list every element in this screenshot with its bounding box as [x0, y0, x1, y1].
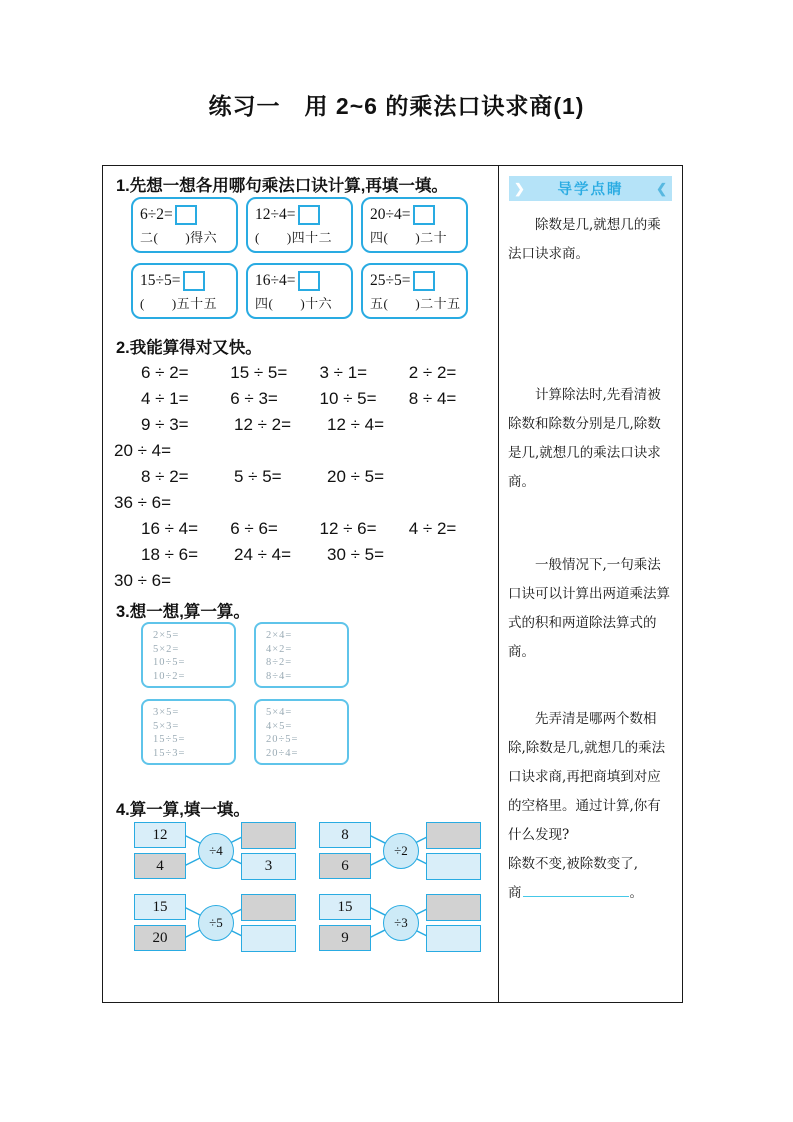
q2-row	[103, 490, 498, 516]
q2-row	[103, 542, 498, 568]
q3-box	[254, 622, 349, 688]
q3-equation: 4×2=	[266, 643, 293, 655]
q3-equation: 3×5=	[153, 707, 180, 718]
q2-equation: 6 ÷ 6=	[230, 519, 278, 538]
q1-equation-line	[140, 202, 232, 227]
divisor-circle: ÷3	[383, 905, 419, 941]
q2-row	[103, 360, 498, 386]
q4-input-box: 4	[134, 853, 186, 879]
section4-heading: 4.算一算,填一填。	[116, 801, 250, 819]
q3-equation: 15÷5=	[153, 734, 186, 745]
answer-box[interactable]	[298, 205, 320, 225]
q3-equation: 10÷2=	[153, 670, 186, 682]
chevron-left-icon: ❮	[656, 180, 667, 196]
q2-row	[103, 568, 498, 594]
q2-equation: 15 ÷ 5=	[230, 363, 288, 382]
q1-hint: 二( )得六	[140, 230, 218, 245]
section1-heading: 1.先想一想各用哪句乘法口诀计算,再填一填。	[116, 177, 448, 195]
fill-in-line	[508, 879, 673, 908]
sidebar-paragraph: 先弄清是哪两个数相除,除数是几,就想几的乘法口诀求商,再把商填到对应的空格里。通过计算,你有什么发现?	[508, 711, 666, 843]
q3-equation: 2×4=	[266, 630, 293, 641]
q1-hint: 四( )二十	[370, 230, 448, 245]
q2-equation: 2 ÷ 2=	[408, 363, 457, 382]
q3-equation: 2×5=	[153, 630, 180, 641]
q4-diagrams	[134, 822, 481, 961]
q1-equation-line	[370, 268, 462, 293]
q2-equation: 10 ÷ 5=	[319, 389, 377, 408]
q3-equation: 20÷4=	[266, 747, 299, 759]
answer-box[interactable]	[413, 271, 435, 291]
q2-equation: 18 ÷ 6=	[141, 545, 199, 564]
equation-text: 15÷5=	[140, 271, 181, 289]
q3-equation: 5×2=	[153, 643, 180, 655]
q3-equation: 10÷5=	[153, 657, 186, 668]
q4-output-box[interactable]	[241, 894, 296, 921]
q4-input-box: 20	[134, 925, 186, 951]
q1-box	[361, 197, 468, 253]
q1-equation-line	[255, 202, 347, 227]
chevron-right-icon: ❯	[514, 180, 525, 196]
page-title: 练习一 用 2~6 的乘法口诀求商(1)	[208, 93, 585, 119]
sidebar-banner-title: 导学点睛	[557, 182, 624, 198]
q3-equation: 20÷5=	[266, 734, 299, 745]
equation-text: 6÷2=	[140, 205, 173, 223]
q1-equation-line	[370, 202, 462, 227]
q4-diagram	[319, 894, 481, 952]
sidebar-paragraph: 除数不变,被除数变了,	[508, 856, 639, 872]
q4-input-box: 15	[319, 894, 371, 920]
q1-equation-line	[140, 268, 232, 293]
divisor-circle: ÷5	[198, 905, 234, 941]
q1-hint: 四( )十六	[255, 296, 333, 311]
q2-equation: 12 ÷ 4=	[327, 415, 385, 434]
q3-equation: 8÷2=	[266, 657, 293, 668]
q1-boxes	[131, 197, 468, 319]
q4-input-box: 8	[319, 822, 371, 848]
q1-box	[131, 197, 238, 253]
q4-output-box[interactable]	[426, 853, 481, 880]
q3-equation: 15÷3=	[153, 747, 186, 759]
q1-box	[246, 263, 353, 319]
q4-input-box: 9	[319, 925, 371, 951]
q4-output-box[interactable]	[426, 822, 481, 849]
q2-equation: 4 ÷ 1=	[141, 389, 189, 408]
q3-box	[254, 699, 349, 765]
q2-equation: 20 ÷ 5=	[327, 467, 385, 486]
q2-equation: 5 ÷ 5=	[234, 467, 282, 486]
q3-equation: 8÷4=	[266, 670, 293, 682]
sidebar-banner	[509, 176, 672, 201]
equation-text: 20÷4=	[370, 205, 411, 223]
q3-equation: 5×3=	[153, 720, 180, 732]
q1-equation-line	[255, 268, 347, 293]
q2-equation: 24 ÷ 4=	[234, 545, 292, 564]
q4-input-box: 6	[319, 853, 371, 879]
q4-diagram	[134, 822, 296, 880]
answer-box[interactable]	[175, 205, 197, 225]
equation-text: 12÷4=	[255, 205, 296, 223]
q3-equation: 5×4=	[266, 707, 293, 718]
q1-hint: ( )五十五	[140, 296, 218, 311]
answer-blank-line[interactable]	[523, 884, 629, 897]
q4-output-box[interactable]: 3	[241, 853, 296, 880]
sidebar	[498, 166, 682, 1002]
sidebar-paragraph: 一般情况下,一句乘法口诀可以计算出两道乘法算式的积和两道除法算式的商。	[508, 557, 670, 660]
q1-hint: 五( )二十五	[370, 296, 461, 311]
q4-output-box[interactable]	[426, 894, 481, 921]
q2-row	[103, 386, 498, 412]
q3-equation: 4×5=	[266, 720, 293, 732]
sidebar-paragraph: 除数是几,就想几的乘法口诀求商。	[508, 217, 661, 262]
q2-equation: 3 ÷ 1=	[319, 363, 368, 382]
divisor-circle: ÷4	[198, 833, 234, 869]
answer-box[interactable]	[413, 205, 435, 225]
q3-box	[141, 699, 236, 765]
sidebar-paragraphs	[508, 211, 673, 879]
q1-hint: ( )四十二	[255, 230, 333, 245]
section2-heading: 2.我能算得对又快。	[116, 339, 262, 357]
q4-output-box[interactable]	[426, 925, 481, 952]
q3-box	[141, 622, 236, 688]
equation-text: 25÷5=	[370, 271, 411, 289]
q1-box	[246, 197, 353, 253]
q2-equation: 8 ÷ 2=	[141, 467, 189, 486]
q2-equations	[103, 360, 498, 594]
q2-equation: 6 ÷ 3=	[230, 389, 278, 408]
q4-diagram	[319, 822, 481, 880]
q4-output-box[interactable]	[241, 822, 296, 849]
q2-row	[103, 464, 498, 490]
answer-box[interactable]	[298, 271, 320, 291]
q2-equation: 20 ÷ 4=	[114, 441, 172, 460]
worksheet-sheet	[102, 165, 683, 1003]
q2-equation: 9 ÷ 3=	[141, 415, 189, 434]
q2-row	[103, 412, 498, 438]
q2-equation: 30 ÷ 6=	[114, 571, 172, 590]
q2-equation: 8 ÷ 4=	[408, 389, 457, 408]
q1-box	[361, 263, 468, 319]
q2-equation: 16 ÷ 4=	[141, 519, 199, 538]
q2-row	[103, 516, 498, 542]
q4-input-box: 15	[134, 894, 186, 920]
q2-equation: 36 ÷ 6=	[114, 493, 172, 512]
q2-equation: 12 ÷ 2=	[234, 415, 292, 434]
q3-boxes	[141, 622, 349, 765]
q4-output-box[interactable]	[241, 925, 296, 952]
q4-input-box: 12	[134, 822, 186, 848]
q2-equation: 30 ÷ 5=	[327, 545, 385, 564]
q4-diagram	[134, 894, 296, 952]
answer-box[interactable]	[183, 271, 205, 291]
fill-suffix: 。	[629, 885, 643, 901]
q1-box	[131, 263, 238, 319]
q2-equation: 6 ÷ 2=	[141, 363, 189, 382]
sidebar-paragraph: 计算除法时,先看清被除数和除数分别是几,除数是几,就想几的乘法口诀求商。	[508, 387, 661, 490]
main-column	[103, 166, 498, 1002]
equation-text: 16÷4=	[255, 271, 296, 289]
divisor-circle: ÷2	[383, 833, 419, 869]
q2-equation: 4 ÷ 2=	[408, 519, 457, 538]
q2-row	[103, 438, 498, 464]
q2-equation: 12 ÷ 6=	[319, 519, 377, 538]
section3-heading: 3.想一想,算一算。	[116, 603, 250, 621]
fill-prefix: 商	[508, 885, 522, 901]
